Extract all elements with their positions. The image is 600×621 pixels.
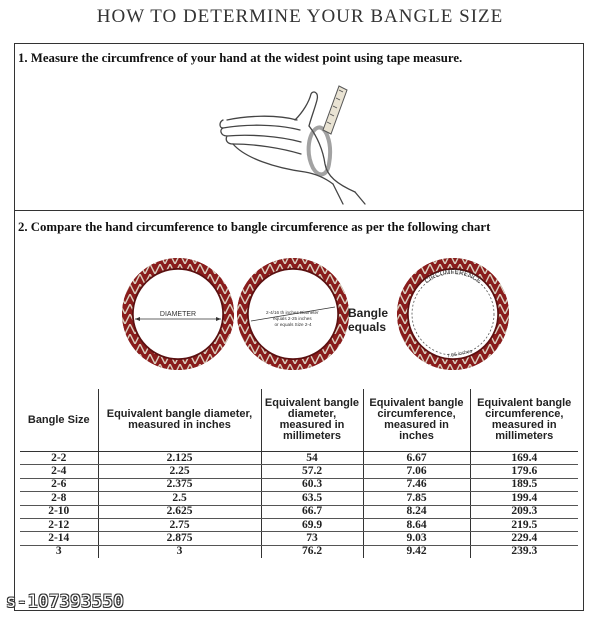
cell-circumference-mm: 199.4 xyxy=(470,492,578,505)
cell-diameter-inches: 2.875 xyxy=(98,532,261,545)
cell-circumference-inches: 8.24 xyxy=(363,505,470,518)
cell-circumference-mm: 169.4 xyxy=(470,452,578,465)
table-row xyxy=(20,465,578,478)
cell-circumference-inches: 7.06 xyxy=(363,465,470,478)
cell-circumference-inches: 7.46 xyxy=(363,478,470,491)
cell-size: 3 xyxy=(20,545,98,558)
size-note-line-3: or equals Size 2-4 xyxy=(274,322,312,327)
bangle-word: Bangle xyxy=(348,306,389,320)
table-row xyxy=(20,505,578,518)
cell-size: 2-4 xyxy=(20,465,98,478)
diameter-label: DIAMETER xyxy=(159,311,197,318)
bangle-size-table xyxy=(20,389,578,558)
bangle-equals-label xyxy=(348,306,388,334)
header-diameter-mm: Equivalent bangle diameter, measured in millimeters xyxy=(261,389,363,452)
cell-diameter-mm: 60.3 xyxy=(261,478,363,491)
cell-circumference-inches: 8.64 xyxy=(363,518,470,531)
cell-diameter-mm: 63.5 xyxy=(261,492,363,505)
size-note-line-1: 2-4/16 th inches Diameter xyxy=(266,310,319,315)
cell-circumference-inches: 9.42 xyxy=(363,545,470,558)
cell-circumference-inches: 6.67 xyxy=(363,452,470,465)
cell-size: 2-12 xyxy=(20,518,98,531)
cell-diameter-inches: 2.125 xyxy=(98,452,261,465)
page-title: HOW TO DETERMINE YOUR BANGLE SIZE xyxy=(96,6,504,27)
table-row xyxy=(20,518,578,531)
header-circumference-inches: Equivalent bangle circumference, measured in inches xyxy=(363,389,470,452)
cell-diameter-inches: 3 xyxy=(98,545,261,558)
cell-circumference-mm: 239.3 xyxy=(511,545,538,558)
header-bangle-size: Bangle Size xyxy=(20,389,98,452)
step-2-instruction: 2. Compare the hand circumference to bangle circumference as per the following chart xyxy=(18,220,491,234)
cell-diameter-inches: 2.25 xyxy=(98,465,261,478)
cell-size: 2-2 xyxy=(20,452,98,465)
cell-diameter-mm: 69.9 xyxy=(261,518,363,531)
tape-measure-icon xyxy=(309,86,347,174)
table-row xyxy=(20,532,578,545)
header-circumference-mm: Equivalent bangle circumference, measured in millimeters xyxy=(470,389,578,452)
cell-diameter-inches: 2.625 xyxy=(98,505,261,518)
table-row xyxy=(20,492,578,505)
bangle-rings-illustration xyxy=(15,244,583,374)
cell-diameter-mm: 57.2 xyxy=(261,465,363,478)
table-row xyxy=(20,452,578,465)
cell-size: 2-6 xyxy=(20,478,98,491)
circumference-label: CIRCUMFERENCE xyxy=(423,268,483,286)
cell-circumference-mm: 229.4 xyxy=(470,532,578,545)
equals-word: equals xyxy=(348,320,387,334)
header-diameter-inches: Equivalent bangle diameter, measured in inches xyxy=(98,389,261,452)
cell-circumference-mm: 209.3 xyxy=(470,505,578,518)
table-row xyxy=(20,478,578,491)
size-note-line-2: equals 2-25 inches xyxy=(273,316,312,321)
cell-circumference-mm: 219.5 xyxy=(470,518,578,531)
product-id-watermark: s-107393550 xyxy=(6,592,125,612)
hand-measuring-illustration xyxy=(205,72,375,207)
table-header-row xyxy=(20,389,578,452)
cell-size: 2-10 xyxy=(20,505,98,518)
cell-diameter-mm: 66.7 xyxy=(261,505,363,518)
cell-circumference-mm: 189.5 xyxy=(470,478,578,491)
cell-diameter-mm: 54 xyxy=(261,452,363,465)
cell-size: 2-8 xyxy=(20,492,98,505)
cell-size: 2-14 xyxy=(20,532,98,545)
cell-diameter-inches: 2.375 xyxy=(98,478,261,491)
cell-circumference-inches: 7.85 xyxy=(363,492,470,505)
cell-diameter-mm: 73 xyxy=(261,532,363,545)
size-guide-frame xyxy=(14,43,584,611)
table-row xyxy=(20,545,578,558)
cell-circumference-mm: 179.6 xyxy=(470,465,578,478)
section-divider xyxy=(15,210,583,211)
cell-diameter-inches: 2.75 xyxy=(98,518,261,531)
circumference-value: 7.06 inches xyxy=(446,348,473,360)
cell-diameter-mm: 76.2 xyxy=(261,545,363,558)
step-1-instruction: 1. Measure the circumfrence of your hand at the widest point using tape measure. xyxy=(18,51,463,65)
cell-circumference-inches: 9.03 xyxy=(363,532,470,545)
cell-diameter-inches: 2.5 xyxy=(98,492,261,505)
